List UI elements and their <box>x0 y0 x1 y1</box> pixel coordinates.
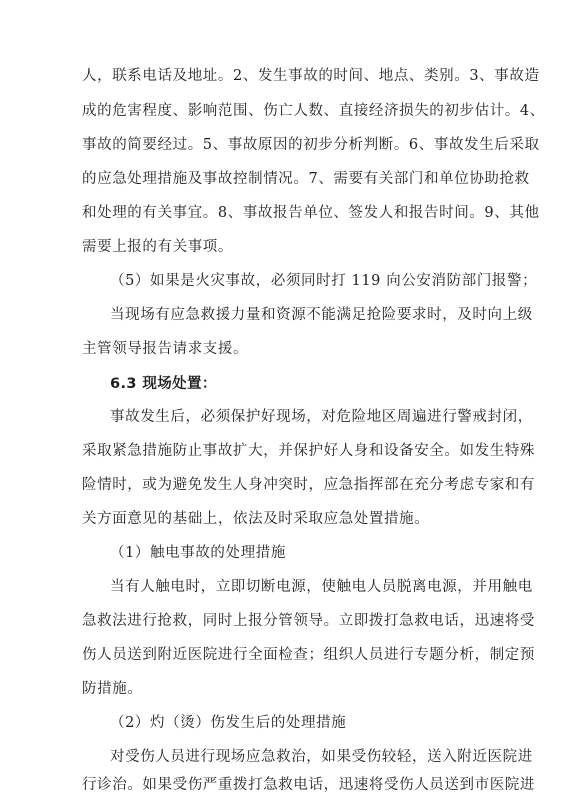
paragraph-line <box>0 200 565 226</box>
paragraph-line <box>0 132 565 158</box>
line-text: 防措施。 <box>82 681 143 697</box>
paragraph-line <box>0 574 565 600</box>
paragraph-line <box>0 642 565 668</box>
subheading-electric-shock <box>0 540 565 566</box>
paragraph-line <box>0 336 565 362</box>
paragraph-line <box>0 234 565 260</box>
line-text: 行诊治。如果受伤严重拨打急救电话，迅速将受伤人员送到市医院进 <box>82 777 535 793</box>
paragraph-line <box>0 472 565 498</box>
line-text: 关方面意见的基础上，依法及时采取应急处置措施。 <box>82 511 430 527</box>
paragraph-line <box>0 63 565 89</box>
paragraph-line <box>0 98 565 124</box>
paragraph-line <box>0 166 565 192</box>
line-text: 险情时，或为避免发生人身冲突时，应急指挥部在充分考虑专家和有 <box>82 477 535 493</box>
line-text: 当有人触电时，立即切断电源，使触电人员脱离电源，并用触电 <box>110 579 533 595</box>
line-text: 事故的简要经过。5、事故原因的初步分析判断。6、事故发生后采取 <box>82 137 540 153</box>
line-text: 当现场有应急救援力量和资源不能满足抢险要求时，及时向上级 <box>110 307 533 323</box>
line-text: 成的危害程度、影响范围、伤亡人数、直接经济损失的初步估计。4、 <box>82 103 545 119</box>
section-title: 6.3 现场处置： <box>110 376 217 392</box>
line-text: （5）如果是火灾事故，必须同时打 119 向公安消防部门报警； <box>110 273 538 289</box>
line-text: （1）触电事故的处理措施 <box>110 545 286 561</box>
paragraph-line <box>0 506 565 532</box>
line-text: 和处理的有关事宜。8、事故报告单位、签发人和报告时间。9、其他 <box>82 205 540 221</box>
line-text: （2）灼（烫）伤发生后的处理措施 <box>110 715 347 731</box>
paragraph-line <box>0 608 565 634</box>
paragraph-line <box>0 676 565 702</box>
line-text: 主管领导报告请求支援。 <box>82 341 249 357</box>
section-heading <box>0 371 565 397</box>
list-item-fire <box>0 268 565 294</box>
line-text: 的应急处理措施及事故控制情况。7、需要有关部门和单位协助抢救 <box>82 171 530 187</box>
paragraph-line <box>0 302 565 328</box>
paragraph-line <box>0 438 565 464</box>
line-text: 伤人员送到附近医院进行全面检查；组织人员进行专题分析，制定预 <box>82 647 535 663</box>
line-text: 采取紧急措施防止事故扩大，并保护好人身和设备安全。如发生特殊 <box>82 443 535 459</box>
paragraph-line <box>0 404 565 430</box>
line-text: 事故发生后，必须保护好现场，对危险地区周遍进行警戒封闭， <box>110 409 533 425</box>
line-text: 人，联系电话及地址。2、发生事故的时间、地点、类别。3、事故造 <box>82 68 540 84</box>
subheading-burn <box>0 710 565 736</box>
paragraph-line <box>0 744 565 770</box>
line-text: 急救法进行抢救，同时上报分管领导。立即拨打急救电话，迅速将受 <box>82 613 535 629</box>
paragraph-line <box>0 772 565 798</box>
line-text: 需要上报的有关事项。 <box>82 239 233 255</box>
line-text: 对受伤人员进行现场应急救治，如果受伤较轻，送入附近医院进 <box>110 749 533 765</box>
